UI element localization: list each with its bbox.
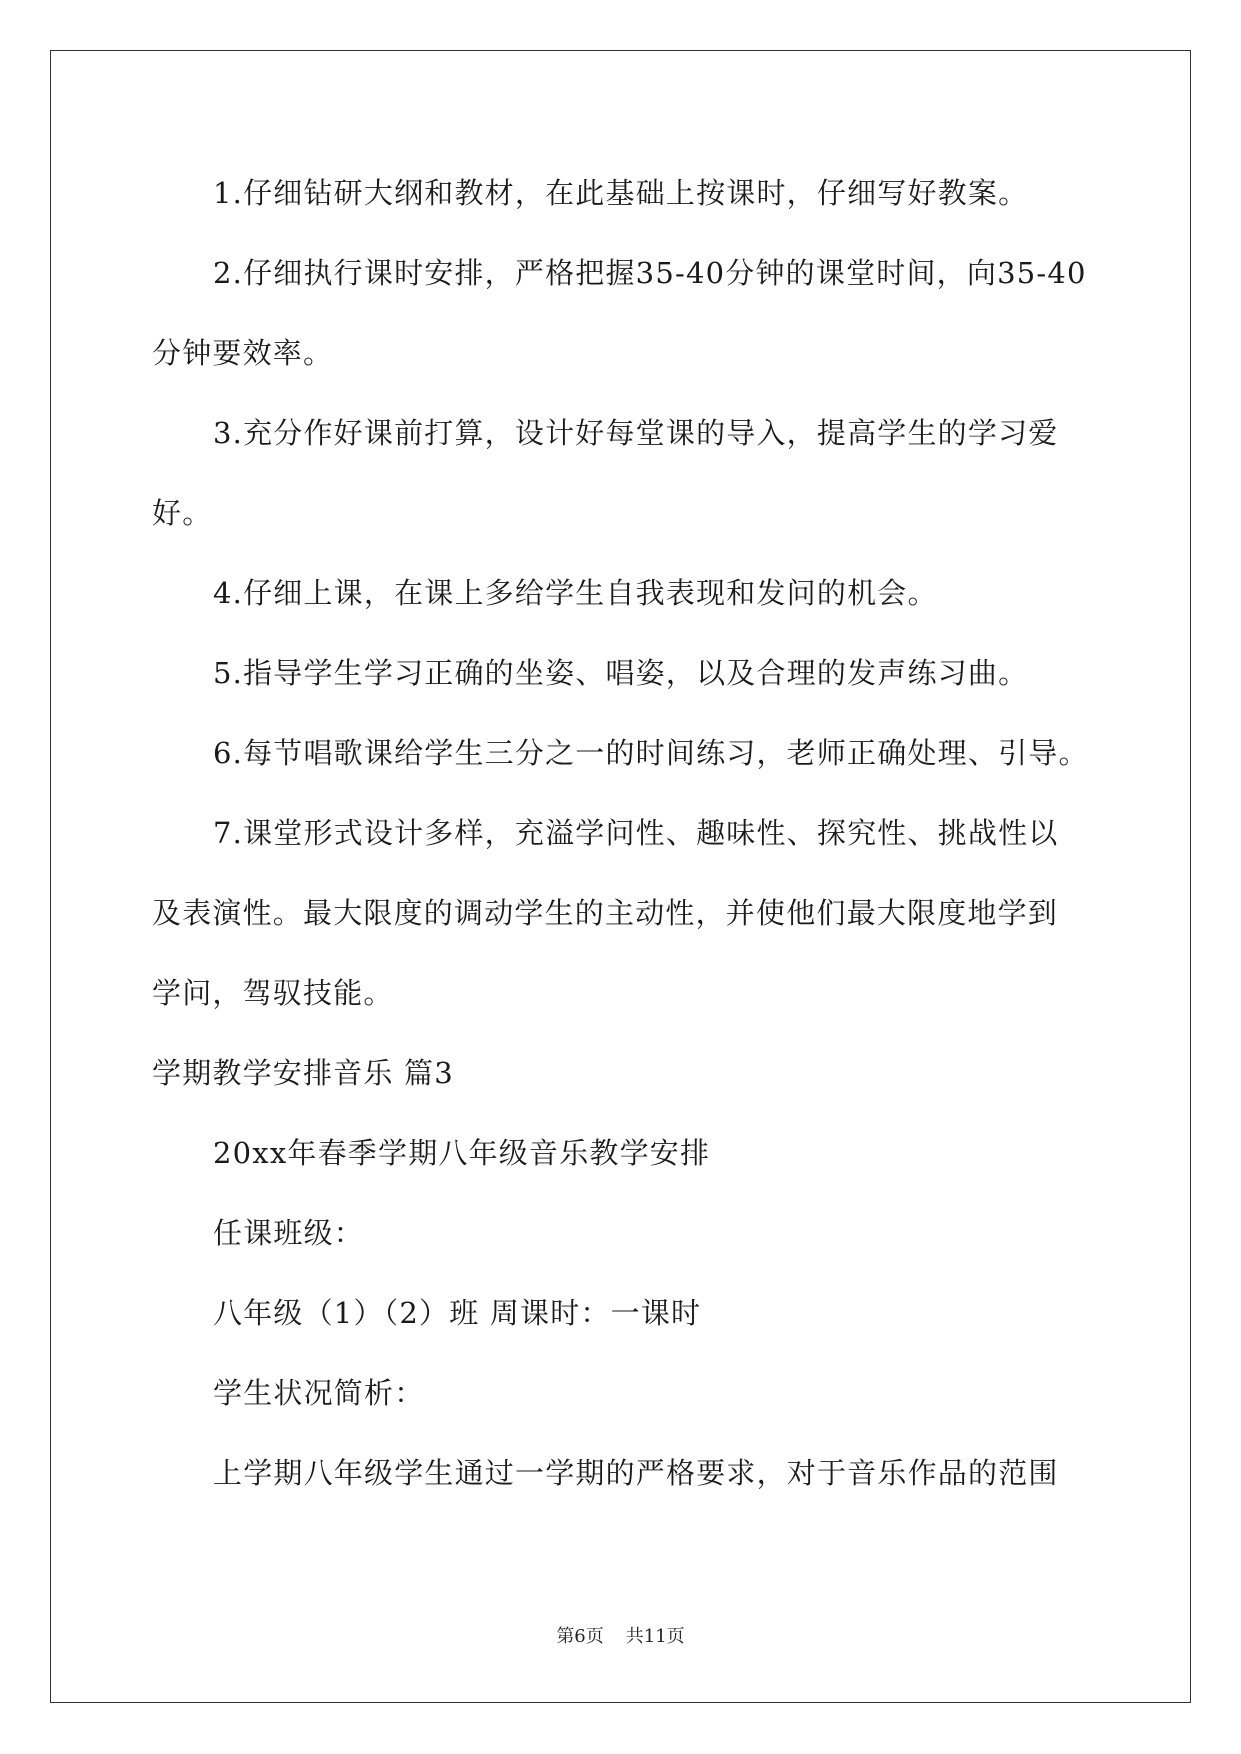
list-item-3: 3.充分作好课前打算，设计好每堂课的导入，提高学生的学习爱: [213, 416, 1059, 450]
page-number: 第6页: [556, 1626, 604, 1647]
list-item-2: 2.仔细执行课时安排，严格把握35-40分钟的课堂时间，向35-40: [213, 256, 1087, 290]
list-item-4: 4.仔细上课，在课上多给学生自我表现和发问的机会。: [213, 576, 938, 610]
list-item-2-continuation: 分钟要效率。: [152, 336, 334, 370]
plan-title: 20xx年春季学期八年级音乐教学安排: [213, 1136, 711, 1170]
list-item-3-continuation: 好。: [152, 496, 213, 530]
page-footer: [0, 1625, 1241, 1649]
list-item-7-continuation-1: 及表演性。最大限度的调动学生的主动性，并使他们最大限度地学到: [152, 896, 1059, 930]
section-heading: 学期教学安排音乐 篇3: [152, 1056, 454, 1090]
total-pages: 共11页: [625, 1626, 685, 1647]
student-analysis-label: 学生状况简析：: [213, 1376, 425, 1410]
list-item-6: 6.每节唱歌课给学生三分之一的时间练习，老师正确处理、引导。: [213, 736, 1089, 770]
class-info: 八年级（1）（2）班 周课时：一课时: [213, 1296, 702, 1330]
list-item-7-continuation-2: 学问，驾驭技能。: [152, 976, 394, 1010]
list-item-5: 5.指导学生学习正确的坐姿、唱姿，以及合理的发声练习曲。: [213, 656, 1029, 690]
list-item-1: 1.仔细钻研大纲和教材，在此基础上按课时，仔细写好教案。: [213, 176, 1029, 210]
class-label: 任课班级：: [213, 1216, 365, 1250]
list-item-7: 7.课堂形式设计多样，充溢学问性、趣味性、探究性、挑战性以: [213, 816, 1059, 850]
student-analysis-text: 上学期八年级学生通过一学期的严格要求，对于音乐作品的范围: [213, 1456, 1059, 1490]
